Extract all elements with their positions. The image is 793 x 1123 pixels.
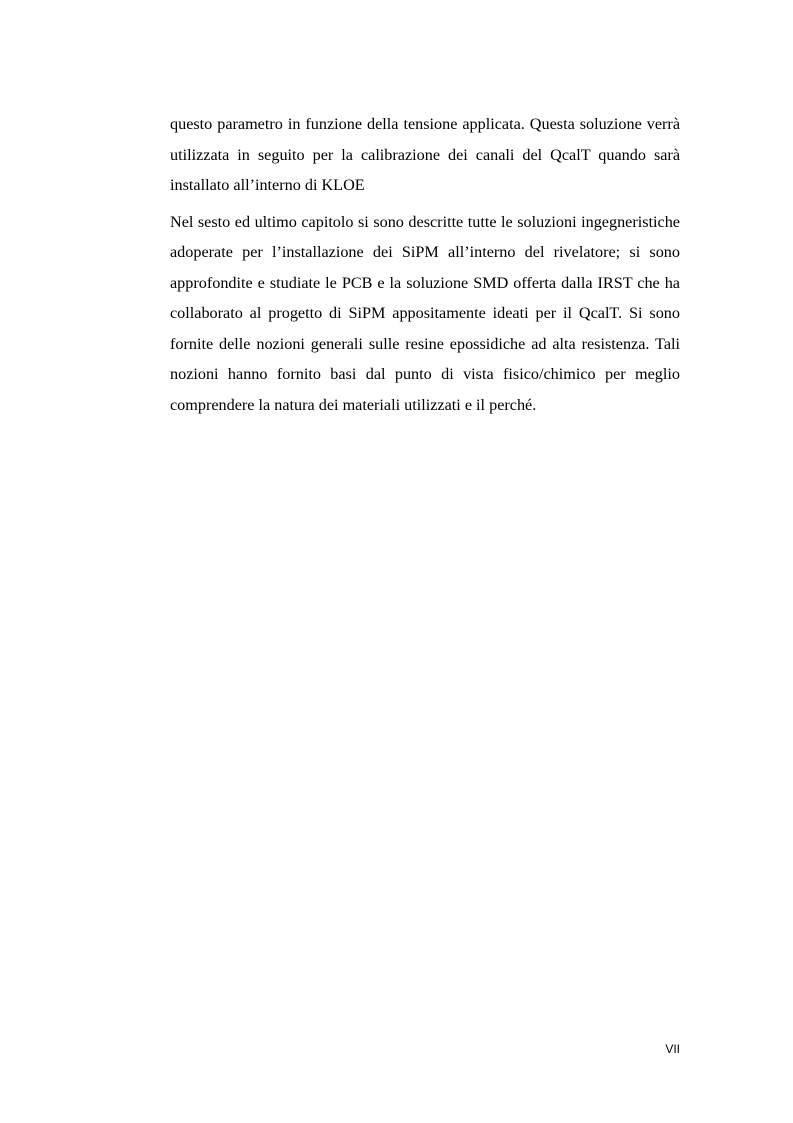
paragraph-chapter-six-summary: Nel sesto ed ultimo capitolo si sono descritte tutte le soluzioni ingegneristiche adoperate per l’installazione dei SiPM all’interno del rivelatore; si sono approfondite e studiate le PCB e la soluzione SMD offerta dalla IRST che ha collaborato al progetto di SiPM appositamente ideati per il QcalT. Si sono fornite delle nozioni generali sulle resine epossidiche ad alta resistenza. Tali nozioni hanno fornito basi dal punto di vista fisico/chimico per meglio comprendere la natura dei materiali utilizzati e il perché. <box>170 212 680 414</box>
paragraph-calibration: questo parametro in funzione della tensione applicata. Questa soluzione verrà utilizzata in seguito per la calibrazione dei canali del QcalT quando sarà installato all’interno di KLOE <box>170 115 680 194</box>
document-body <box>170 109 680 420</box>
page-number: VII <box>665 1042 680 1056</box>
